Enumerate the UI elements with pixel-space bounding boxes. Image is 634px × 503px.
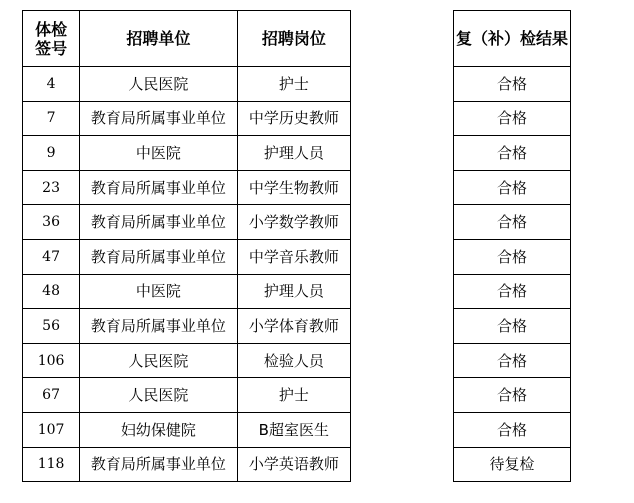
result-row [454, 447, 571, 482]
result-row [454, 67, 571, 102]
header-exam-id-line2: 签号 [35, 38, 68, 58]
recruiting-unit-cell: 人民医院 [80, 378, 237, 413]
recheck-result-cell: 待复检 [454, 447, 571, 482]
recruiting-post-cell: 中学生物教师 [237, 170, 350, 205]
recheck-result-cell: 合格 [454, 170, 571, 205]
recruiting-post-cell: 护士 [237, 67, 350, 102]
result-row [454, 205, 571, 240]
exam-id-cell: 107 [23, 412, 80, 447]
recruiting-post-cell: 小学英语教师 [237, 447, 350, 482]
table-row [23, 205, 351, 240]
exam-id-cell: 118 [23, 447, 80, 482]
recruiting-unit-cell: 人民医院 [80, 67, 237, 102]
header-recheck-result: 复（补）检结果 [454, 11, 571, 67]
result-row [454, 170, 571, 205]
table-row [23, 136, 351, 171]
recruiting-post-cell: 护理人员 [237, 274, 350, 309]
exam-id-cell: 48 [23, 274, 80, 309]
table-row [23, 447, 351, 482]
recheck-result-cell: 合格 [454, 343, 571, 378]
result-row [454, 343, 571, 378]
applicant-table [22, 10, 351, 482]
header-exam-id-line1: 体检 [35, 19, 68, 39]
result-table [453, 10, 571, 482]
exam-id-cell: 67 [23, 378, 80, 413]
table-row [23, 412, 351, 447]
header-recruiting-unit: 招聘单位 [80, 11, 237, 67]
recheck-result-cell: 合格 [454, 67, 571, 102]
recruiting-post-cell: 中学历史教师 [237, 101, 350, 136]
result-row [454, 274, 571, 309]
table-row [23, 239, 351, 274]
recruiting-unit-cell: 教育局所属事业单位 [80, 309, 237, 344]
recruiting-unit-cell: 教育局所属事业单位 [80, 101, 237, 136]
recheck-result-cell: 合格 [454, 101, 571, 136]
exam-id-cell: 56 [23, 309, 80, 344]
recruiting-unit-cell: 教育局所属事业单位 [80, 170, 237, 205]
result-row [454, 101, 571, 136]
exam-id-cell: 4 [23, 67, 80, 102]
result-header-row [454, 11, 571, 67]
recruiting-post-cell: B超室医生 [237, 412, 350, 447]
recruiting-unit-cell: 中医院 [80, 136, 237, 171]
result-row [454, 239, 571, 274]
recruiting-post-cell: 检验人员 [237, 343, 350, 378]
table-row [23, 67, 351, 102]
recheck-result-cell: 合格 [454, 378, 571, 413]
table-row [23, 343, 351, 378]
result-row [454, 378, 571, 413]
table-row [23, 309, 351, 344]
recruiting-unit-cell: 教育局所属事业单位 [80, 205, 237, 240]
recheck-result-cell: 合格 [454, 412, 571, 447]
recruiting-post-cell: 小学体育教师 [237, 309, 350, 344]
recruiting-unit-cell: 教育局所属事业单位 [80, 239, 237, 274]
header-recruiting-post: 招聘岗位 [237, 11, 350, 67]
table-header-row [23, 11, 351, 67]
exam-id-cell: 36 [23, 205, 80, 240]
recruiting-post-cell: 护士 [237, 378, 350, 413]
exam-id-cell: 47 [23, 239, 80, 274]
recheck-result-cell: 合格 [454, 274, 571, 309]
result-row [454, 136, 571, 171]
recheck-result-cell: 合格 [454, 239, 571, 274]
recheck-result-cell: 合格 [454, 205, 571, 240]
table-row [23, 274, 351, 309]
exam-id-cell: 9 [23, 136, 80, 171]
header-exam-id [23, 11, 80, 67]
recruiting-unit-cell: 中医院 [80, 274, 237, 309]
result-row [454, 412, 571, 447]
recruiting-unit-cell: 妇幼保健院 [80, 412, 237, 447]
recheck-result-cell: 合格 [454, 309, 571, 344]
recruiting-post-cell: 小学数学教师 [237, 205, 350, 240]
table-row [23, 378, 351, 413]
recruiting-unit-cell: 教育局所属事业单位 [80, 447, 237, 482]
recruiting-post-cell: 中学音乐教师 [237, 239, 350, 274]
blank-gap [352, 10, 452, 482]
table-row [23, 101, 351, 136]
result-row [454, 309, 571, 344]
exam-id-cell: 7 [23, 101, 80, 136]
table-row [23, 170, 351, 205]
exam-id-cell: 106 [23, 343, 80, 378]
exam-id-cell: 23 [23, 170, 80, 205]
recruiting-unit-cell: 人民医院 [80, 343, 237, 378]
recheck-result-cell: 合格 [454, 136, 571, 171]
recruiting-post-cell: 护理人员 [237, 136, 350, 171]
